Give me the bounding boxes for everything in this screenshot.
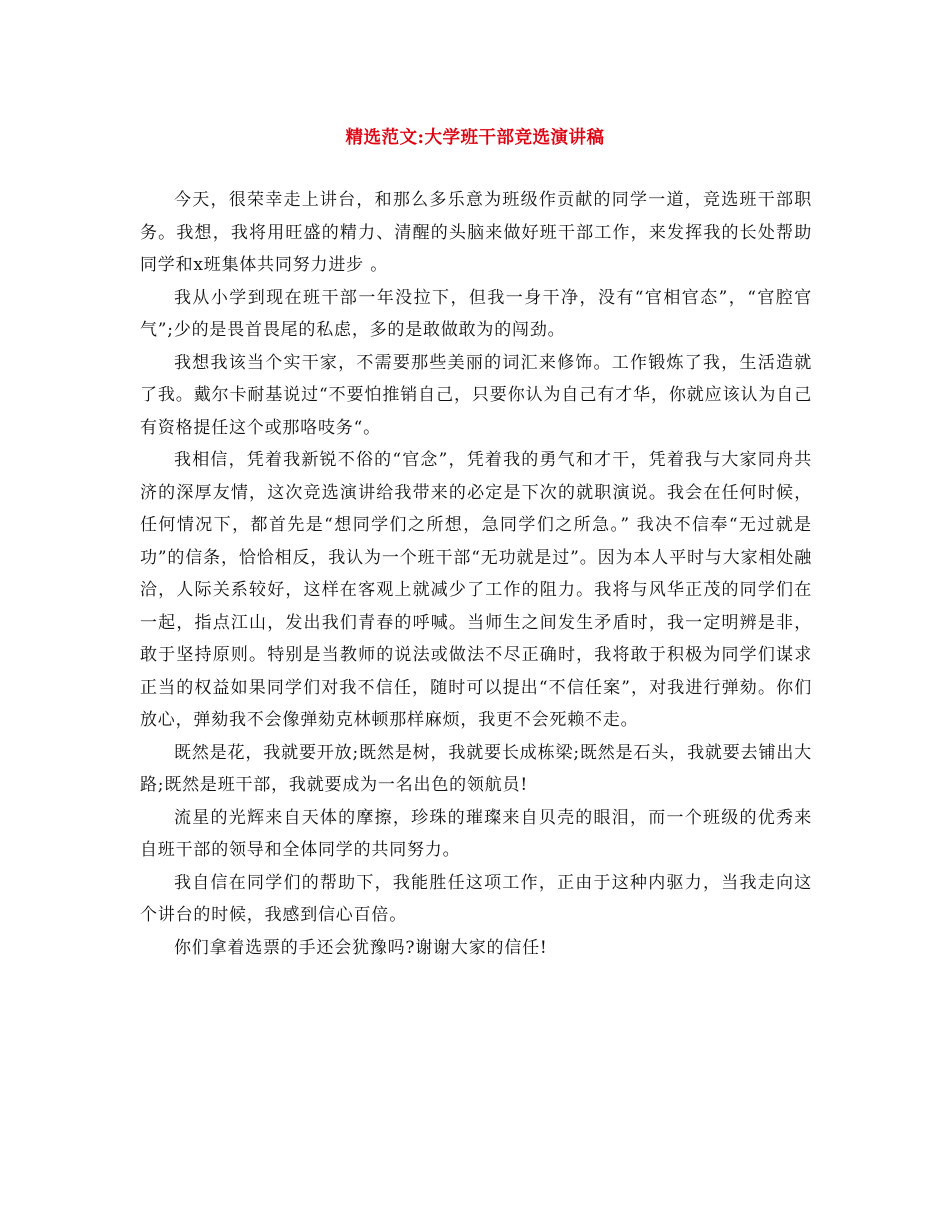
paragraph-1: 今天，很荣幸走上讲台，和那么多乐意为班级作贡献的同学一道，竞选班干部职务。我想，我将用旺盛的精力、清醒的头脑来做好班干部工作，来发挥我的长处帮助同学和x班集体共同努力进步 。 (140, 190, 812, 275)
document-title: 精选范文:大学班干部竞选演讲稿 (345, 128, 605, 148)
paragraph-3: 我想我该当个实干家，不需要那些美丽的词汇来修饰。工作锻炼了我，生活造就了我。戴尔卡耐基说过“不要怕推销自己，只要你认为自己有才华，你就应该认为自己有资格提任这个或那咯吱务“。 (140, 352, 812, 438)
document-body (140, 184, 812, 964)
paragraph-2: 我从小学到现在班干部一年没拉下，但我一身干净，没有“官相官态”，“官腔官气”;少的是畏首畏尾的私虑，多的是敢做敢为的闯劲。 (140, 287, 812, 340)
paragraph-5: 既然是花，我就要开放;既然是树，我就要长成栋梁;既然是石头，我就要去铺出大路;既然是班干部，我就要成为一名出色的领航员! (140, 742, 812, 795)
paragraph-4: 我相信，凭着我新锐不俗的“官念”，凭着我的勇气和才干，凭着我与大家同舟共济的深厚友情，这次竞选演讲给我带来的必定是下次的就职演说。我会在任何时候，任何情况下，都首先是“想同学们之所想，急同学们之所急。” 我决不信奉“无过就是功”的信条，恰恰相反，我认为一个班干部“无功就是过”。因为本人平时与大家相处融洽，人际关系较好，这样在客观上就减少了工作的阻力。我将与风华正茂的同学们在一起，指点江山，发出我们青春的呼喊。当师生之间发生矛盾时，我一定明辨是非，敢于坚持原则。特别是当教师的说法或做法不尽正确时，我将敢于积极为同学们谋求正当的权益如果同学们对我不信任，随时可以提出“不信任案”，对我进行弹劾。你们放心，弹劾我不会像弹劾克林顿那样麻烦，我更不会死赖不走。 (140, 450, 812, 730)
paragraph-7: 我自信在同学们的帮助下，我能胜任这项工作，正由于这种内驱力，当我走向这个讲台的时候，我感到信心百倍。 (140, 872, 812, 925)
paragraph-8: 你们拿着选票的手还会犹豫吗?谢谢大家的信任! (174, 937, 548, 958)
paragraph-6: 流星的光辉来自天体的摩擦，珍珠的璀璨来自贝壳的眼泪，而一个班级的优秀来自班干部的领导和全体同学的共同努力。 (140, 807, 812, 860)
